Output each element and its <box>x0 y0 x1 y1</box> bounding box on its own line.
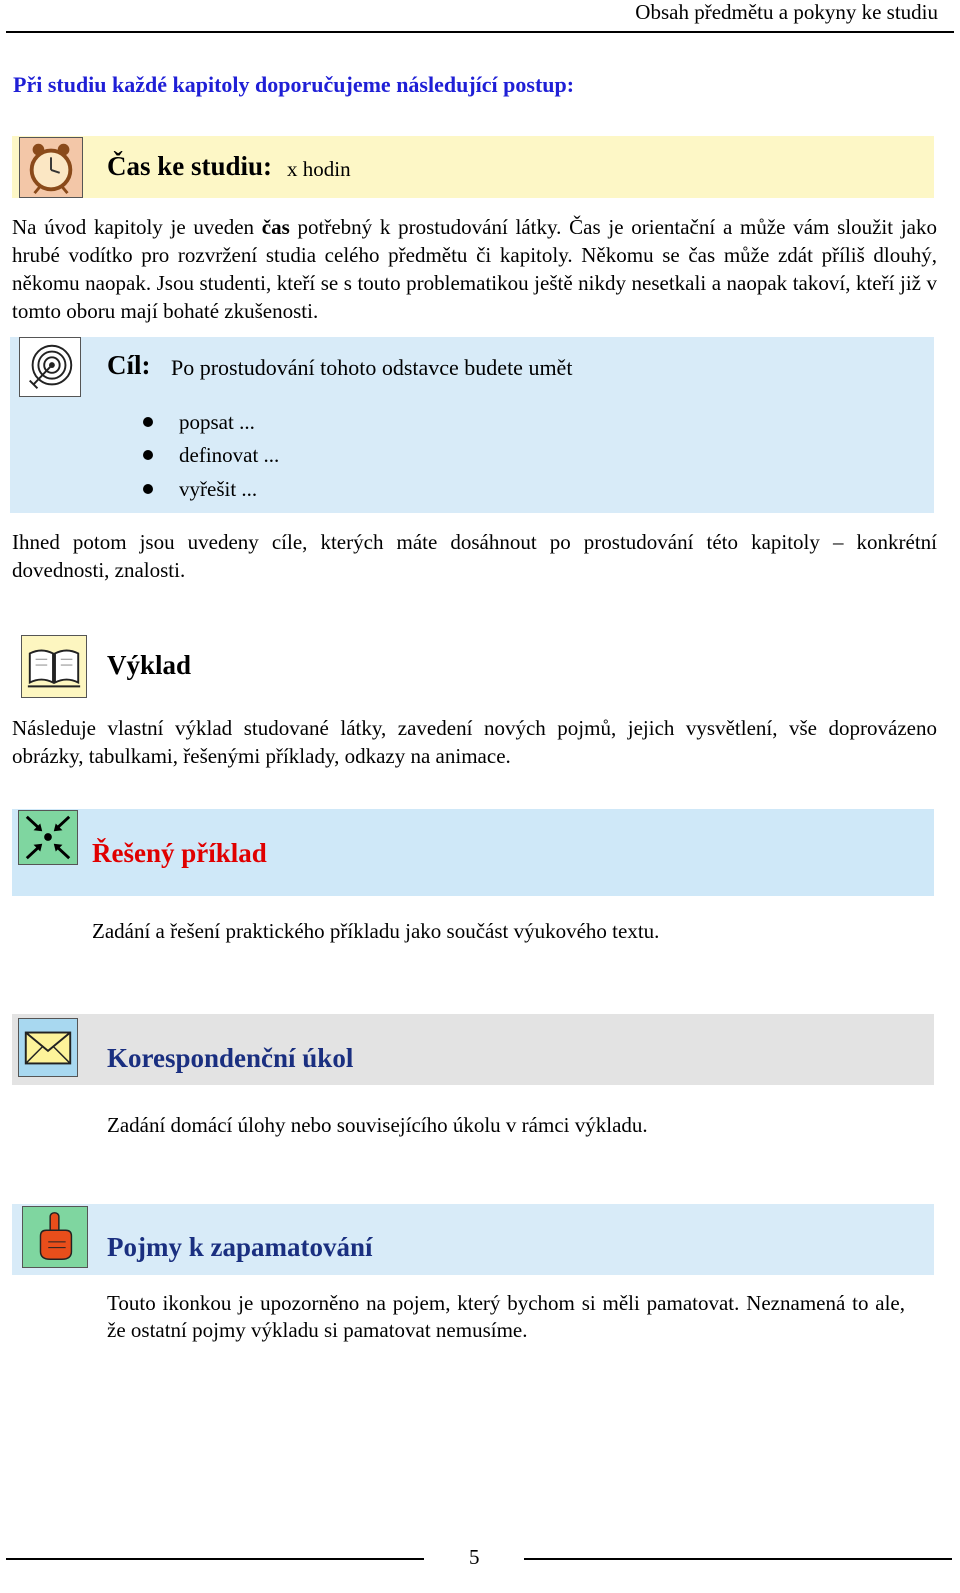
converging-arrows-icon <box>18 810 78 865</box>
goal-title: Cíl: <box>107 350 151 380</box>
lecture-title: Výklad <box>107 650 192 680</box>
pointing-finger-icon <box>22 1206 88 1268</box>
envelope-icon <box>18 1018 78 1077</box>
task-title: Korespondenční úkol <box>107 1043 354 1073</box>
terms-paragraph: Touto ikonkou je upozorněno na pojem, který bychom si měli pamatovat. Neznamená to ale, že ostatní pojmy výkladu si pamatovat nemusíme. <box>107 1291 905 1342</box>
intro-heading: Při studiu každé kapitoly doporučujeme následující postup: <box>13 72 575 97</box>
target-icon <box>19 337 81 397</box>
goal-bullet: popsat ... <box>179 410 255 434</box>
time-value: x hodin <box>287 157 351 181</box>
alarm-clock-icon <box>19 137 83 198</box>
open-book-icon <box>21 635 87 698</box>
bullet <box>143 450 153 460</box>
task-paragraph: Zadání domácí úlohy nebo souvisejícího úkolu v rámci výkladu. <box>107 1113 648 1137</box>
time-title: Čas ke studiu: <box>107 151 273 181</box>
goal-bullet: vyřešit ... <box>179 477 258 501</box>
footer-rule-right <box>524 1558 952 1560</box>
footer-rule-left <box>6 1558 424 1560</box>
terms-title: Pojmy k zapamatování <box>107 1232 373 1262</box>
bullet <box>143 417 153 427</box>
goal-paragraph: Ihned potom jsou uvedeny cíle, kterých máte dosáhnout po prostudování této kapitoly – konkrétní dovednosti, znalosti. <box>12 530 937 582</box>
bullet <box>143 484 153 494</box>
header-rule <box>6 31 954 33</box>
goal-subtitle: Po prostudování tohoto odstavce budete umět <box>171 355 573 380</box>
running-header: Obsah předmětu a pokyny ke studiu <box>635 0 938 24</box>
time-paragraph: Na úvod kapitoly je uveden čas potřebný k prostudování látky. Čas je orientační a může vám sloužit jako hrubé vodítko pro rozvržení studia celého předmětu či kapitoly. Někomu se čas může zdát příliš dlouhý, někomu naopak. Jsou studenti, kteří se s touto problematikou ještě nikdy nesetkali a naopak takoví, kteří již v tomto oboru mají bohaté zkušenosti. <box>12 215 937 323</box>
page-number: 5 <box>469 1545 480 1569</box>
example-title: Řešený příklad <box>92 838 267 868</box>
example-paragraph: Zadání a řešení praktického příkladu jako součást výukového textu. <box>92 919 660 943</box>
lecture-paragraph: Následuje vlastní výklad studované látky, zavedení nových pojmů, jejich vysvětlení, vše doprovázeno obrázky, tabulkami, řešenými příklady, odkazy na animace. <box>12 716 937 768</box>
goal-bullet: definovat ... <box>179 443 280 467</box>
